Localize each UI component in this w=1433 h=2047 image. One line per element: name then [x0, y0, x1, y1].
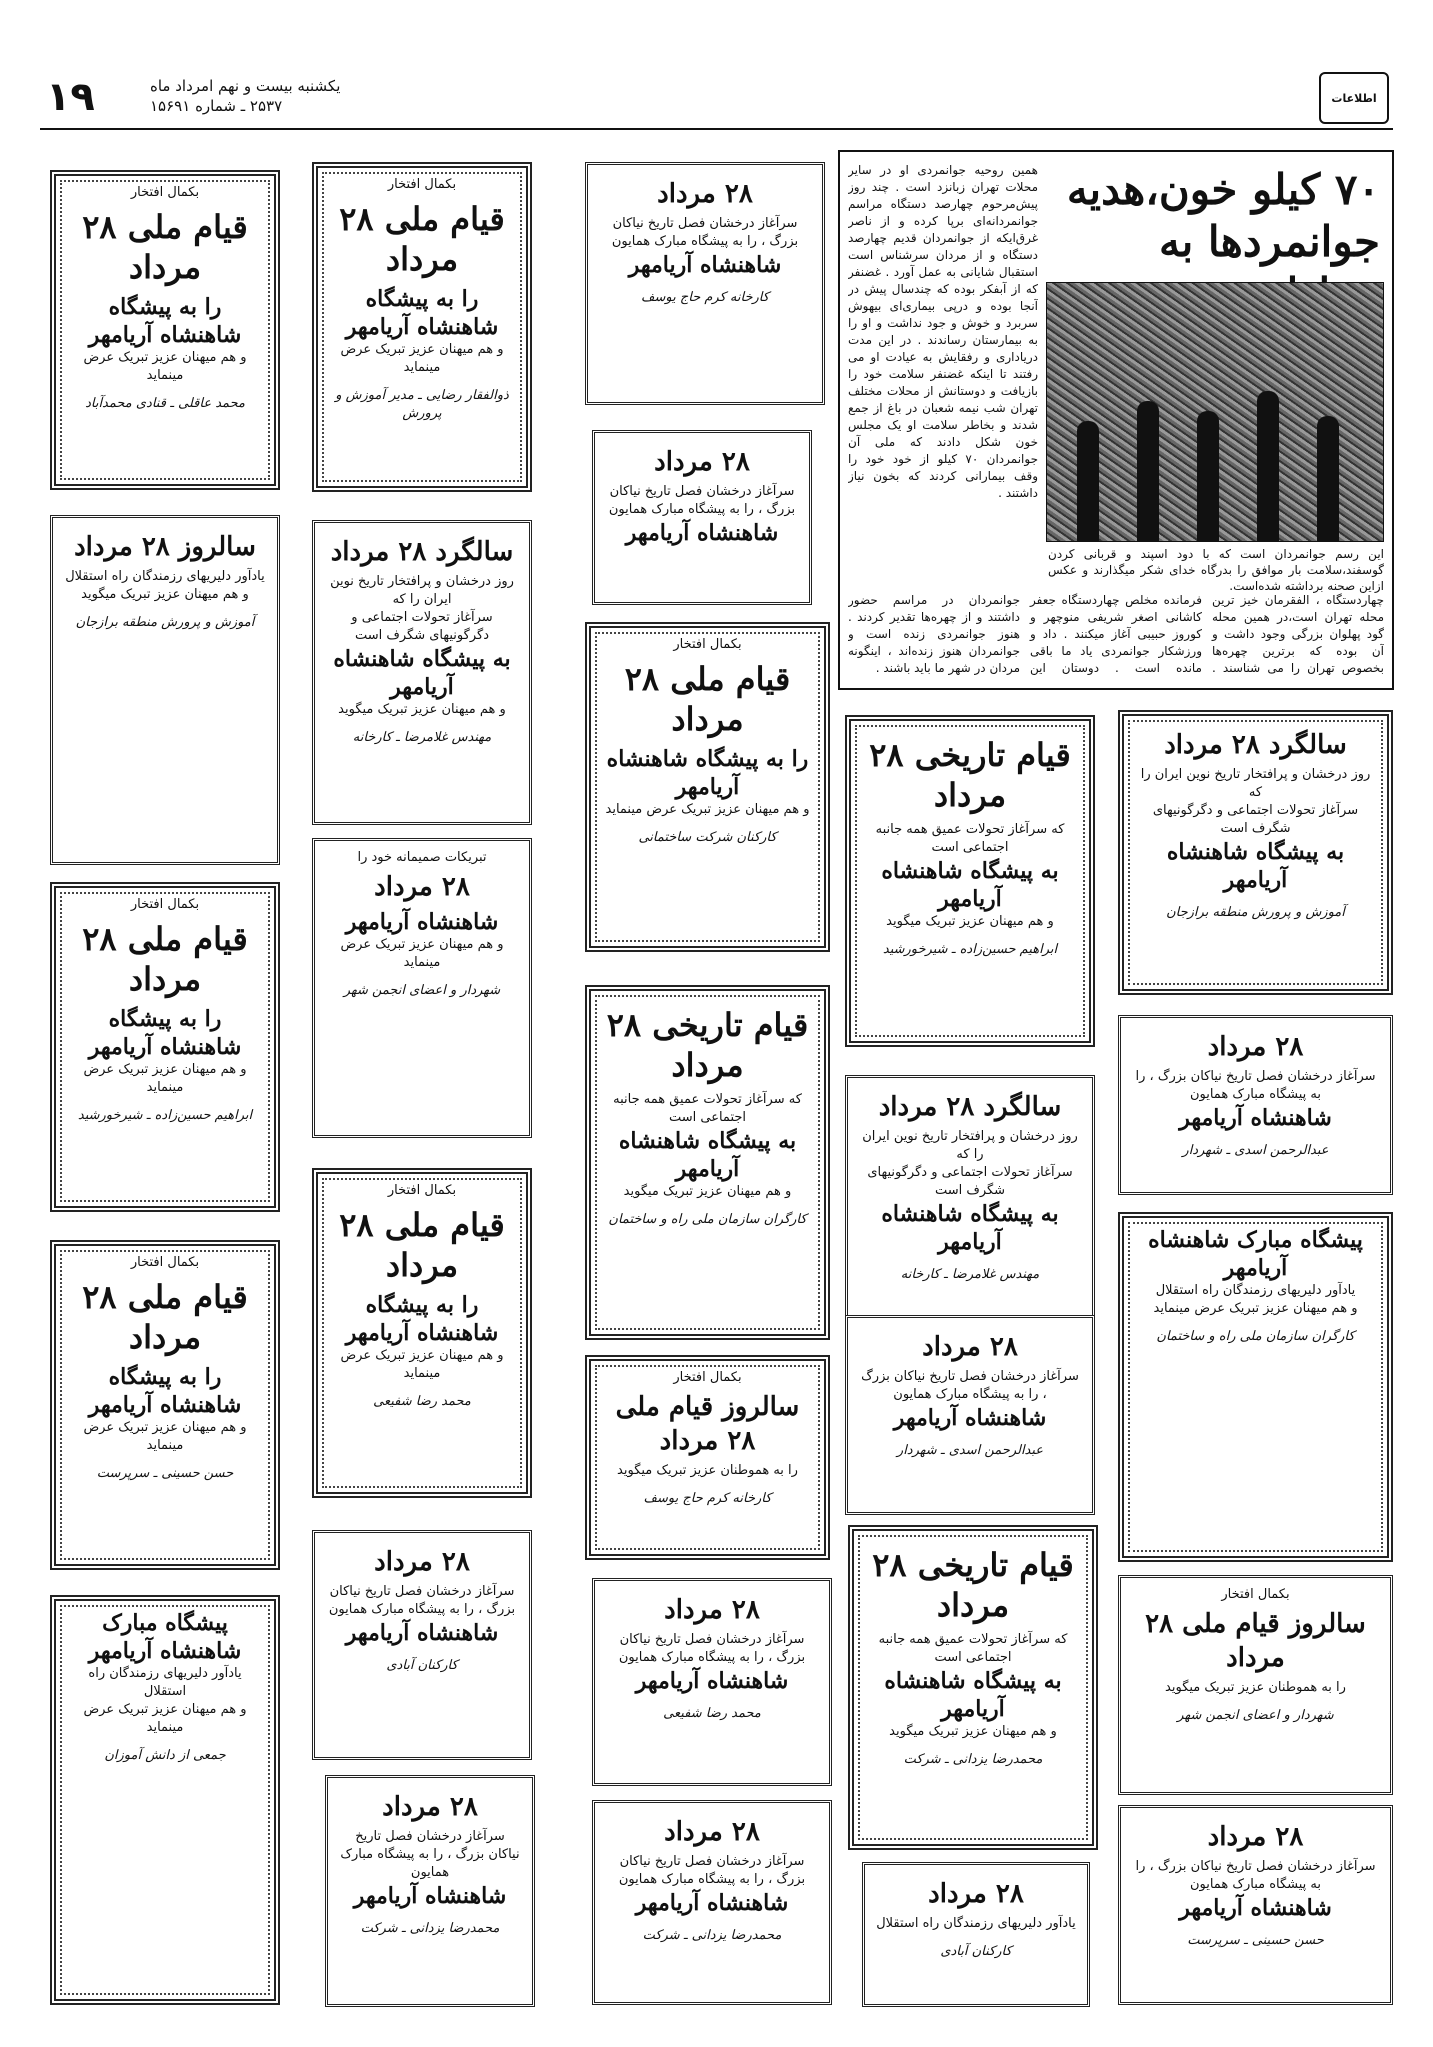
ad-box	[312, 162, 532, 492]
ad-signature: شهردار و اعضای انجمن شهر	[1177, 1708, 1334, 1723]
ad-title: قیام ملی ۲۸ مرداد	[624, 660, 791, 738]
ad-signature: کارکنان شرکت ساختمانی	[638, 830, 777, 845]
photo-figure	[1257, 391, 1279, 541]
ad-line: روز درخشان و پرافتخار تاریخ نوین ایران را که	[862, 1129, 1078, 1162]
ad-title: قیام ملی ۲۸ مرداد	[82, 920, 248, 998]
ad-subtitle: را به پیشگاه شاهنشاه آریامهر	[88, 1006, 242, 1060]
ad-title: سالروز ۲۸ مرداد	[74, 532, 256, 562]
ad-title: ۲۸ مرداد	[374, 1547, 470, 1577]
ad-signature: محمدرضا یزدانی ـ شرکت	[642, 1928, 782, 1943]
ad-title: قیام تاریخی ۲۸ مرداد	[606, 1006, 809, 1084]
ad-kicker: تبریکات صمیمانه خود را	[357, 850, 487, 865]
ad-subtitle: شاهنشاه آریامهر	[635, 1668, 789, 1694]
ad-title: ۲۸ مرداد	[382, 1792, 478, 1822]
ad-box	[312, 1530, 532, 1760]
ad-title: ۲۸ مرداد	[928, 1879, 1024, 1909]
ad-signature: کارخانه کرم حاج یوسف	[643, 1491, 772, 1506]
ad-subtitle: شاهنشاه آریامهر	[353, 1883, 507, 1909]
ad-line: سرآغاز درخشان فصل تاریخ نیاکان بزرگ ، را به پیشگاه مبارک همایون	[1135, 1859, 1376, 1892]
photo-figure	[1317, 416, 1339, 541]
ad-title: قیام تاریخی ۲۸ مرداد	[869, 736, 1071, 814]
ad-signature: محمدرضا یزدانی ـ شرکت	[903, 1752, 1043, 1767]
ad-title: ۲۸ مرداد	[654, 447, 750, 477]
ad-title: قیام ملی ۲۸ مرداد	[82, 208, 248, 286]
ad-subtitle: شاهنشاه آریامهر	[345, 909, 499, 935]
ad-signature: مهندس غلامرضا ـ کارخانه	[352, 730, 492, 745]
date: یکشنبه بیست و نهم امرداد ماه	[150, 77, 341, 95]
ad-title: سالروز قیام ملی ۲۸ مرداد	[615, 1392, 800, 1456]
ad-line: سرآغاز تحولات اجتماعی و دگرگونیهای شگرف است	[867, 1165, 1073, 1198]
ad-line: یادآور دلیریهای رزمندگان راه استقلال	[88, 1666, 242, 1699]
ad-title: پیشگاه مبارک شاهنشاه آریامهر	[1148, 1227, 1363, 1281]
ad-box	[845, 1315, 1095, 1515]
ad-subtitle: به پیشگاه شاهنشاه آریامهر	[1166, 839, 1345, 893]
ad-box	[325, 1775, 535, 2007]
ad-subtitle: شاهنشاه آریامهر	[625, 520, 779, 546]
ad-title: قیام تاریخی ۲۸ مرداد	[872, 1546, 1074, 1624]
ad-line: که سرآغاز تحولات عمیق همه جانبه اجتماعی است	[878, 1632, 1068, 1665]
ad-box	[50, 170, 280, 490]
ad-signature: کارگران سازمان ملی راه و ساختمان	[1156, 1329, 1355, 1344]
ad-title: قیام ملی ۲۸ مرداد	[339, 1206, 505, 1284]
ad-signature: محمد عاقلی ـ قنادی محمدآباد	[85, 396, 245, 411]
ad-box	[50, 1595, 280, 2005]
ad-signature: شهردار و اعضای انجمن شهر	[343, 983, 501, 998]
ad-signature: محمد رضا شفیعی	[663, 1706, 761, 1721]
ad-kicker: بکمال افتخار	[130, 897, 200, 912]
ad-title: ۲۸ مرداد	[657, 179, 753, 209]
ad-subtitle: را به پیشگاه شاهنشاه آریامهر	[88, 1364, 242, 1418]
ad-title: ۲۸ مرداد	[374, 872, 470, 902]
ad-title: ۲۸ مرداد	[664, 1817, 760, 1847]
ad-signature: آموزش و پرورش منطقه برازجان	[75, 615, 255, 630]
page-header	[40, 70, 1393, 130]
ad-box	[845, 715, 1095, 1047]
ad-signature: مهندس غلامرضا ـ کارخانه	[900, 1267, 1040, 1282]
ad-line: که سرآغاز تحولات عمیق همه جانبه اجتماعی است	[875, 822, 1065, 855]
story-title: ۷۰ کیلو خون،هدیه جوانمردها به	[1066, 165, 1380, 266]
photo-figure	[1077, 421, 1099, 541]
ad-box	[312, 1168, 532, 1498]
ad-line: که سرآغاز تحولات عمیق همه جانبه اجتماعی است	[613, 1092, 802, 1125]
ad-subtitle: به پیشگاه شاهنشاه آریامهر	[333, 646, 511, 700]
ad-title: سالگرد ۲۸ مرداد	[878, 1092, 1062, 1122]
ad-kicker: بکمال افتخار	[387, 177, 457, 192]
ad-signature: ذوالفقار رضایی ـ مدیر آموزش و پرورش	[335, 388, 509, 421]
ad-signature: ابراهیم حسین‌زاده ـ شیرخورشید	[882, 942, 1058, 957]
ad-box	[862, 1862, 1090, 2007]
ad-line: سرآغاز درخشان فصل تاریخ نیاکان بزرگ ، را به پیشگاه مبارک همایون	[618, 1632, 806, 1665]
ad-line: یادآور دلیریهای رزمندگان راه استقلال	[1155, 1283, 1356, 1298]
ad-box	[592, 430, 812, 605]
ad-box	[585, 985, 830, 1340]
ad-signature: حسن حسینی ـ سرپرست	[96, 1466, 234, 1481]
ad-subtitle: شاهنشاه آریامهر	[1179, 1105, 1332, 1131]
ad-kicker: بکمال افتخار	[130, 185, 200, 200]
ad-box	[585, 162, 825, 405]
ad-subtitle: را به پیشگاه شاهنشاه آریامهر	[606, 746, 809, 800]
ad-line: سرآغاز درخشان فصل تاریخ نیاکان بزرگ ، را به پیشگاه مبارک همایون	[618, 1854, 806, 1887]
ad-line: و هم میهنان عزیز تبریک عرض مینماید	[1153, 1301, 1358, 1316]
ad-box	[50, 515, 280, 865]
ad-box	[50, 1240, 280, 1570]
ad-subtitle: به پیشگاه شاهنشاه آریامهر	[881, 1201, 1059, 1255]
ad-box	[1118, 1212, 1393, 1562]
ad-line: یادآور دلیریهای رزمندگان راه استقلال	[876, 1916, 1076, 1931]
ad-box	[1118, 1575, 1393, 1795]
photo-figure	[1137, 401, 1159, 541]
ad-line: و هم میهنان عزیز تبریک عرض مینماید	[83, 1062, 247, 1095]
ad-box	[592, 1578, 832, 1786]
ad-signature: عبدالرحمن اسدی ـ شهردار	[896, 1443, 1044, 1458]
ad-line: سرآغاز درخشان فصل تاریخ نیاکان بزرگ ، را به پیشگاه مبارک همایون	[608, 484, 796, 517]
ad-box	[1118, 710, 1393, 995]
ad-subtitle: شاهنشاه آریامهر	[893, 1405, 1047, 1431]
ad-signature: کارکنان آبادی	[386, 1658, 458, 1673]
ad-title: ۲۸ مرداد	[664, 1595, 760, 1625]
ad-line: و هم میهنان عزیز تبریک عرض مینماید	[83, 1420, 247, 1453]
ad-box	[592, 1800, 832, 2005]
ad-line: سرآغاز درخشان فصل تاریخ نیاکان بزرگ ، را به پیشگاه مبارک همایون	[328, 1584, 516, 1617]
ad-subtitle: به پیشگاه شاهنشاه آریامهر	[618, 1128, 797, 1182]
date-line	[150, 76, 340, 116]
ad-kicker: بکمال افتخار	[673, 637, 742, 652]
ad-kicker: بکمال افتخار	[130, 1255, 200, 1270]
ad-signature: ابراهیم حسین‌زاده ـ شیرخورشید	[77, 1108, 253, 1123]
ad-box	[1118, 1015, 1393, 1195]
ad-line: را به هموطنان عزیز تبریک میگوید	[1165, 1680, 1346, 1695]
ad-title: ۲۸ مرداد	[1207, 1822, 1304, 1852]
ad-line: و هم میهنان عزیز تبریک میگوید	[81, 587, 249, 602]
ad-subtitle: شاهنشاه آریامهر	[345, 1620, 499, 1646]
ad-title: سالروز قیام ملی ۲۸ مرداد	[1145, 1609, 1366, 1673]
ad-line: و هم میهنان عزیز تبریک میگوید	[338, 702, 506, 717]
story-bottom: چهاردستگاه ، الفقرمان خیز ترین محله تهران است،در همین محله گود پهلوان بزرگی وجود داشت و آن بوده که برترین چهره‌ها بخصوص تهران را می شناسند . فرمانده مخلص چهاردستگاه جعفر کاشانی اصغر شریفی منوچهر و کوروز حبیبی آغاز میکنند . داد و ورزشکار جوانمردی یاد ما باقی مانده است . دوستان این جوانمردان در مراسم حضور داشتند و از چهره‌ها تقدیر کردند . هنوز جوانمردی زنده است و جوانمردان هنوز زنده‌اند ، اینگونه مردان در شهر ما باید باشند .	[848, 593, 1384, 675]
ad-line: سرآغاز تحولات اجتماعی و دگرگونیهای شگرف است	[1152, 803, 1359, 836]
ad-line: سرآغاز تحولات اجتماعی و دگرگونیهای شگرف است	[351, 610, 493, 643]
ad-line: و هم میهنان عزیز تبریک عرض مینماید	[605, 802, 810, 817]
ad-line: و هم میهنان عزیز تبریک عرض مینماید	[83, 350, 247, 383]
ad-line: و هم میهنان عزیز تبریک میگوید	[889, 1724, 1057, 1739]
ad-subtitle: را به پیشگاه شاهنشاه آریامهر	[88, 294, 242, 348]
ad-box	[845, 1075, 1095, 1325]
ad-signature: کارکنان آبادی	[940, 1944, 1012, 1959]
ad-title: قیام ملی ۲۸ مرداد	[339, 200, 505, 278]
ad-line: یادآور دلیریهای رزمندگان راه استقلال	[65, 569, 265, 584]
ad-line: روز درخشان و پرافتخار تاریخ نوین ایران را که	[330, 574, 514, 607]
ad-title: ۲۸ مرداد	[1207, 1032, 1304, 1062]
ad-line: سرآغاز درخشان فصل تاریخ نیاکان بزرگ ، را به پیشگاه مبارک همایون	[1135, 1069, 1376, 1102]
ad-signature: کارخانه کرم حاج یوسف	[641, 290, 769, 305]
ad-kicker: بکمال افتخار	[1221, 1587, 1290, 1602]
ad-subtitle: را به پیشگاه شاهنشاه آریامهر	[345, 1292, 499, 1346]
ad-box	[585, 622, 830, 952]
ad-line: روز درخشان و پرافتخار تاریخ نوین ایران را که	[1140, 767, 1371, 800]
ad-signature: محمد رضا شفیعی	[373, 1394, 471, 1409]
ad-line: را به هموطنان عزیز تبریک میگوید	[617, 1463, 798, 1478]
ad-signature: کارگران سازمان ملی راه و ساختمان	[608, 1212, 807, 1227]
ad-line: و هم میهنان عزیز تبریک عرض مینماید	[340, 937, 504, 970]
ad-signature: آموزش و پرورش منطقه برازجان	[1166, 905, 1345, 920]
ad-line: و هم میهنان عزیز تبریک میگوید	[886, 914, 1054, 929]
ad-line: سرآغاز درخشان فصل تاریخ نیاکان بزرگ ، را به پیشگاه مبارک همایون	[340, 1829, 520, 1880]
ad-signature: حسن حسینی ـ سرپرست	[1187, 1933, 1324, 1948]
ad-signature: محمدرضا یزدانی ـ شرکت	[360, 1921, 500, 1936]
issue: ۲۵۳۷ ـ شماره ۱۵۶۹۱	[150, 97, 283, 115]
ad-title: ۲۸ مرداد	[922, 1332, 1018, 1362]
ad-title: سالگرد ۲۸ مرداد	[1164, 730, 1347, 760]
ad-subtitle: شاهنشاه آریامهر	[628, 252, 782, 278]
photo-figure	[1197, 411, 1219, 541]
ad-subtitle: را به پیشگاه شاهنشاه آریامهر	[345, 286, 499, 340]
ad-title: قیام ملی ۲۸ مرداد	[82, 1278, 248, 1356]
ad-signature: عبدالرحمن اسدی ـ شهردار	[1182, 1143, 1329, 1158]
ad-subtitle: به پیشگاه شاهنشاه آریامهر	[881, 858, 1059, 912]
ad-line: سرآغاز درخشان فصل تاریخ نیاکان بزرگ ، را به پیشگاه مبارک همایون	[611, 216, 799, 249]
ad-title: پیشگاه مبارک شاهنشاه آریامهر	[88, 1610, 242, 1664]
ad-subtitle: شاهنشاه آریامهر	[1179, 1895, 1332, 1921]
ad-kicker: بکمال افتخار	[673, 1370, 742, 1385]
photo-caption: این رسم جوانمردان است که با دود اسپند و قربانی کردن گوسفند،سلامت بار موافق را بدرگاه خدای شکر میگذارند و عکس ازاین صحنه برداشته شده‌است.	[1048, 547, 1384, 593]
story-photo	[1046, 282, 1384, 542]
ad-kicker: بکمال افتخار	[387, 1183, 457, 1198]
news-story	[838, 150, 1394, 690]
ad-box	[848, 1525, 1098, 1850]
page-number: ۱۹	[46, 74, 95, 120]
ad-subtitle: شاهنشاه آریامهر	[635, 1890, 789, 1916]
ad-title: سالگرد ۲۸ مرداد	[330, 537, 514, 567]
ad-box	[585, 1355, 830, 1560]
ad-box	[312, 520, 532, 825]
ad-line: و هم میهنان عزیز تبریک عرض مینماید	[83, 1702, 247, 1735]
newspaper-logo: اطلاعات	[1319, 72, 1389, 124]
ad-line: و هم میهنان عزیز تبریک عرض مینماید	[340, 1348, 504, 1381]
ad-line: سرآغاز درخشان فصل تاریخ نیاکان بزرگ ، را به پیشگاه مبارک همایون	[861, 1369, 1079, 1402]
ad-box	[312, 838, 532, 1138]
ad-box	[1118, 1805, 1393, 2005]
ad-line: و هم میهنان عزیز تبریک میگوید	[623, 1184, 792, 1199]
ad-box	[50, 882, 280, 1212]
ad-line: و هم میهنان عزیز تبریک عرض مینماید	[340, 342, 504, 375]
ad-signature: جمعی از دانش آموزان	[104, 1748, 226, 1763]
ad-subtitle: به پیشگاه شاهنشاه آریامهر	[884, 1668, 1062, 1722]
story-body: همین روحیه جوانمردی او در سایر محلات تهران زبانزد است . چند روز پیش‌مرحوم چهارصد دستگاه مراسم جوانمردانه‌ای برپا کرده و از ناصر غرق‌ایکه از جوانمردان قدیم چهارصد دستگاه و از مردان سرشناس است استقبال شایانی به عمل آورد . غضنفر که از آبفکر بوده که چندسال پیش در آنجا بوده و درپی بیماری‌ای بیهوش سربرد و خوش و جود نداشت و او را به بیمارستان رساندند . در این مدت دریاداری و رفقایش به عیادت او می رفتند تا اینکه غضنفر سلامت خود را بازیافت و دوستانش از محلات مختلف تهران شب نیمه شعبان در باغ از جمع شدند و بخاطر سلامت او یک مجلس خون شکل دادند که ملی آن جوانمردان ۷۰ کیلو از خود خود را وقف بیمارانی کردند که بخون نیاز داشتند .	[848, 163, 1038, 500]
